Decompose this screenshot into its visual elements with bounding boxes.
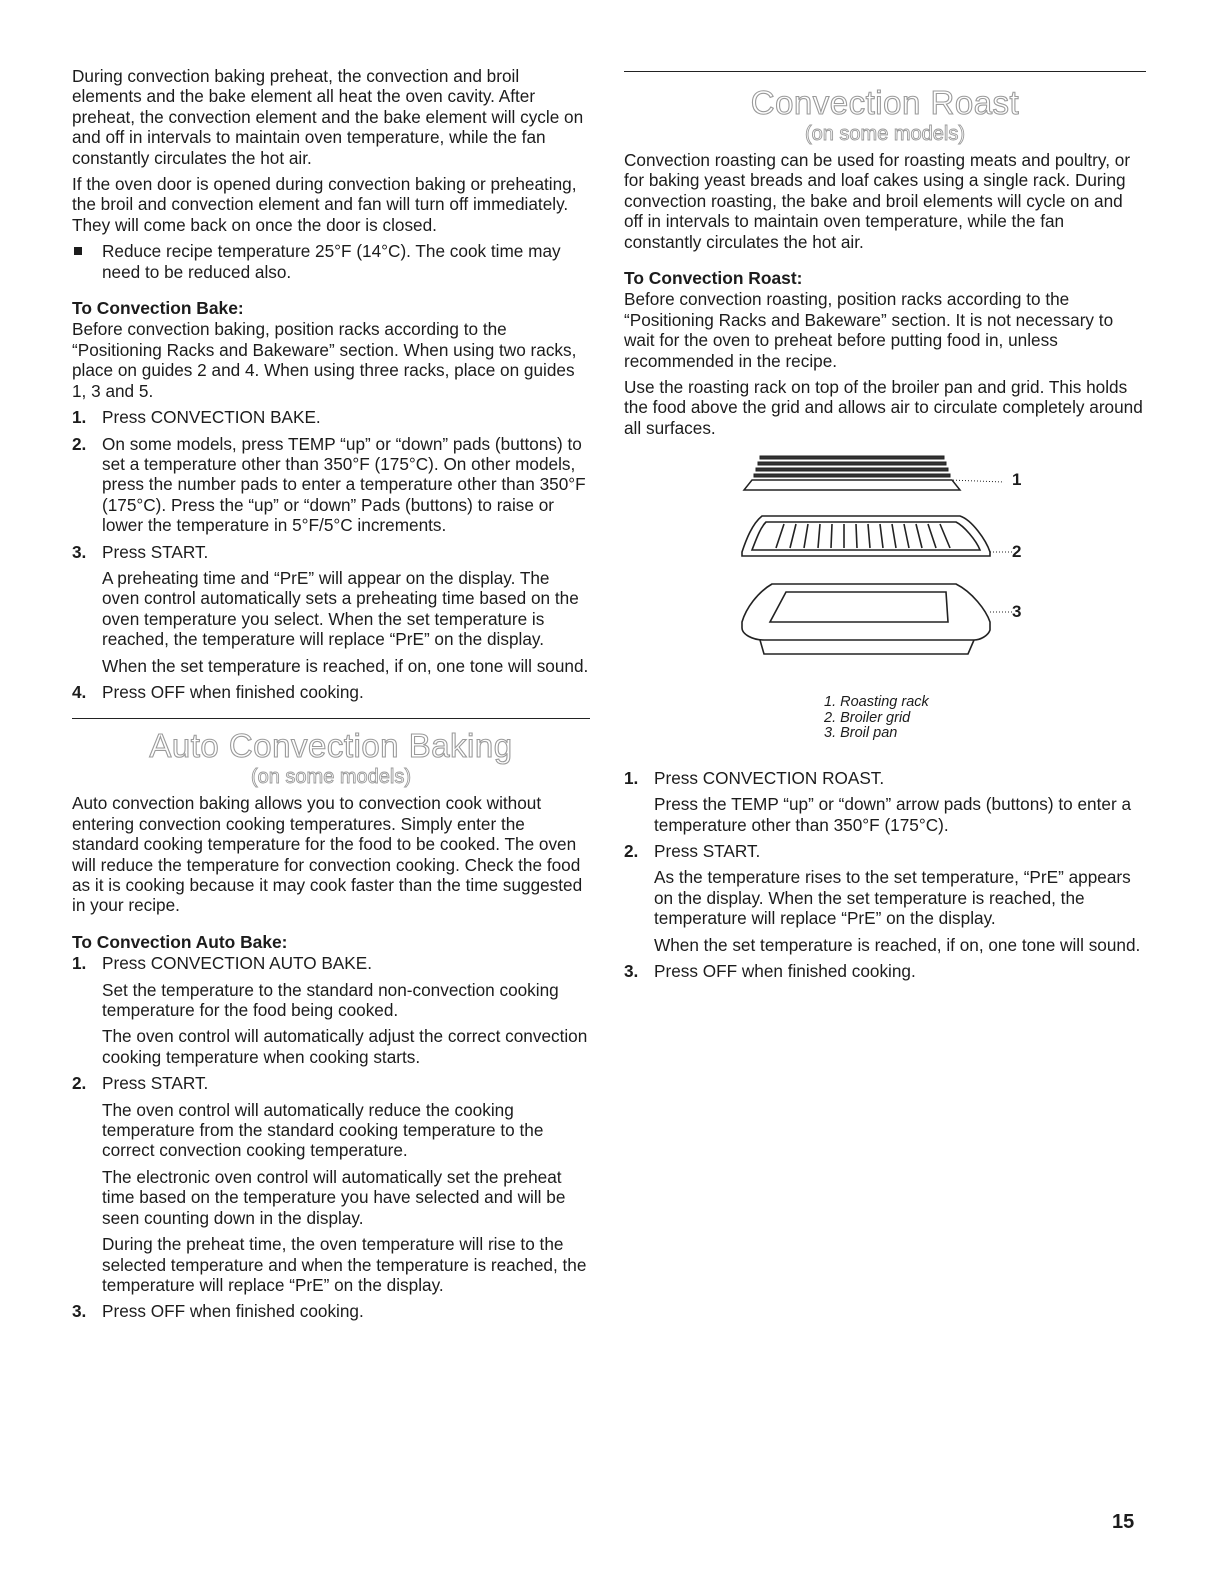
step-item xyxy=(624,841,1146,955)
step-number: 4. xyxy=(72,681,87,702)
callout-2: 2 xyxy=(1012,542,1022,562)
convection-auto-bake-steps xyxy=(72,953,590,1322)
convection-roast-intro: Convection roasting can be used for roasting meats and poultry, or for baking yeast breads and loaf cakes using a single rack. During convection roasting, the bake and broil elements will cycle on and off in intervals to maintain oven temperature, while the fan constantly circulates the hot air. xyxy=(624,150,1131,252)
section-divider xyxy=(624,71,1146,72)
step-number: 3. xyxy=(624,961,639,982)
step-text: Press the TEMP “up” or “down” arrow pads (buttons) to enter a temperature other than 350°F (175°C). xyxy=(654,794,1132,835)
step-item xyxy=(72,682,590,702)
step-number: 1. xyxy=(72,407,87,428)
step-text: The oven control will automatically reduce the cooking temperature from the standard cooking temperature to the correct convection cooking temperature. xyxy=(102,1099,544,1161)
step-text: A preheating time and “PrE” will appear on the display. The oven control automatically sets a preheating time based on the oven temperature you select. When the set temperature is reached, the temperature will replace “PrE” on the display. xyxy=(102,567,579,650)
caption-line: 3. Broil pan xyxy=(824,725,898,742)
convection-bake-heading: To Convection Bake: xyxy=(72,298,244,319)
convection-roast-paragraph: Use the roasting rack on top of the broiler pan and grid. This holds the food above the grid and allows air to circulate completely around all surfaces. xyxy=(624,377,1143,438)
broiler-pan-figure xyxy=(624,444,1146,689)
bullet-item xyxy=(72,241,590,282)
step-text: As the temperature rises to the set temperature, “PrE” appears on the display. When the set temperature is reached, the temperature will replace “PrE” on the display. xyxy=(654,867,1131,929)
step-text: During the preheat time, the oven temperature will rise to the selected temperature and when the temperature is reached, the temperature will replace “PrE” on the display. xyxy=(102,1234,587,1295)
bullet-text: Reduce recipe temperature 25°F (14°C). The cook time may need to be reduced also. xyxy=(102,241,561,282)
step-text: Press START. xyxy=(102,1073,209,1094)
step-item xyxy=(624,768,1146,835)
convection-roast-title: Convection Roast xyxy=(750,84,1020,121)
convection-bake-steps xyxy=(72,407,590,702)
caption-line: 2. Broiler grid xyxy=(824,709,911,726)
step-text: Press OFF when finished cooking. xyxy=(102,681,364,702)
step-item xyxy=(72,1301,590,1321)
step-item xyxy=(72,1073,590,1295)
step-text: The oven control will automatically adjust the correct convection cooking temperature when cooking starts. xyxy=(102,1026,588,1067)
step-text: Press START. xyxy=(102,541,209,562)
broiler-pan-illustration xyxy=(724,444,1024,684)
broil-pan-drawing xyxy=(742,584,1014,654)
step-number: 2. xyxy=(72,1073,87,1094)
convection-roast-paragraph: Before convection roasting, position racks according to the “Positioning Racks and Bakeware” section. It is not necessary to wait for the oven to preheat before putting food in, unless recommended in the recipe. xyxy=(624,289,1114,371)
auto-convection-subtitle: (on some models) xyxy=(250,766,412,789)
step-text: Press CONVECTION ROAST. xyxy=(654,767,885,788)
step-item xyxy=(72,407,590,427)
convection-roast-steps xyxy=(624,768,1146,982)
step-number: 2. xyxy=(72,433,87,454)
step-text: Press START. xyxy=(654,841,761,861)
auto-convection-title: Auto Convection Baking xyxy=(149,727,513,765)
convection-roast-subtitle: (on some models) xyxy=(804,123,966,145)
step-number: 3. xyxy=(72,541,87,562)
step-text: When the set temperature is reached, if on, one tone will sound. xyxy=(102,655,589,676)
caption-line: 1. Roasting rack xyxy=(824,694,929,711)
step-item xyxy=(72,542,590,676)
step-text: Press OFF when finished cooking. xyxy=(654,961,916,982)
page-number: 15 xyxy=(1112,1511,1135,1533)
step-text: When the set temperature is reached, if on, one tone will sound. xyxy=(654,934,1141,955)
roasting-rack-drawing xyxy=(744,456,1004,490)
step-number: 3. xyxy=(72,1301,87,1322)
section-divider xyxy=(72,718,590,719)
step-item xyxy=(72,434,590,536)
convection-bake-intro: Before convection baking, position racks according to the “Positioning Racks and Bakeware” section. When using two racks, place on guides 2 and 4. When using three racks, place on guides 1, 3 and 5. xyxy=(72,319,577,401)
step-text: Press OFF when finished cooking. xyxy=(102,1301,364,1322)
step-text: On some models, press TEMP “up” or “down” pads (buttons) to set a temperature other than 350°F (175°C). On other models, press the number pads to enter a temperature other than 350°F (175°C). Press the “up” or “down” Pads (buttons) to raise or lower the temperature in 5°F/5°C increments. xyxy=(102,433,586,536)
step-text: Set the temperature to the standard non-convection cooking temperature for the food being cooked. xyxy=(102,979,559,1021)
left-column xyxy=(72,66,590,1328)
intro-paragraph: During convection baking preheat, the convection and broil elements and the bake element all heat the oven cavity. After preheat, the convection element and the bake element will cycle on and off in intervals to maintain oven temperature, while the fan constantly circulates the hot air. xyxy=(72,66,584,168)
right-column xyxy=(624,71,1146,987)
convection-auto-bake-heading: To Convection Auto Bake: xyxy=(72,931,288,952)
callout-1: 1 xyxy=(1012,470,1022,490)
step-number: 2. xyxy=(624,841,639,861)
step-text: Press CONVECTION BAKE. xyxy=(102,407,321,428)
intro-paragraph: If the oven door is opened during convection baking or preheating, the broil and convection element and fan will turn off immediately. They will come back on once the door is closed. xyxy=(72,174,577,235)
step-text: The electronic oven control will automatically set the preheat time based on the temperature you have selected and will be seen counting down in the display. xyxy=(102,1166,566,1228)
callout-3: 3 xyxy=(1012,602,1022,622)
step-number: 1. xyxy=(72,953,87,974)
step-number: 1. xyxy=(624,767,639,788)
step-item xyxy=(72,953,590,1067)
broiler-grid-drawing xyxy=(742,516,1014,556)
step-item xyxy=(624,961,1146,981)
step-text: Press CONVECTION AUTO BAKE. xyxy=(102,953,372,974)
figure-caption xyxy=(824,695,1146,742)
auto-convection-intro: Auto convection baking allows you to convection cook without entering convection cooking temperatures. Simply enter the standard cooking temperature for the food to be cooked. The oven will reduce the temperature for convection cooking. Check the food as it is cooking because it may cook faster than the time suggested in your recipe. xyxy=(72,793,583,916)
square-bullet-icon xyxy=(74,247,82,255)
convection-roast-heading: To Convection Roast: xyxy=(624,268,803,289)
